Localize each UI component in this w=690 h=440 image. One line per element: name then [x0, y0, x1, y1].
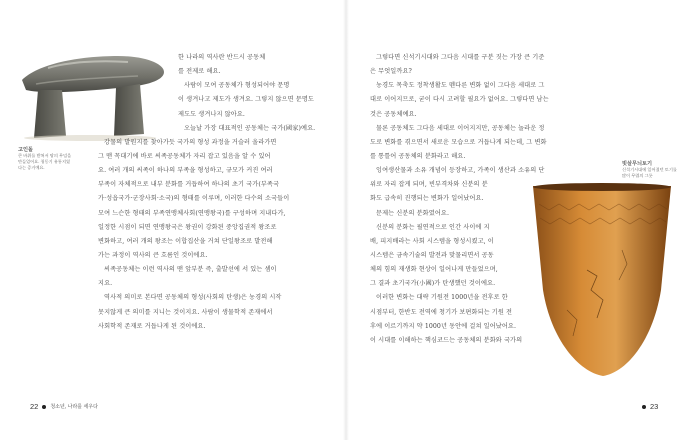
right-line-12: 문제는 신분의 분화였어요. [376, 209, 450, 217]
right-line-2: 은 무엇일까요? [370, 68, 412, 76]
right-line-8: 를 통틀어 공동체의 분화라고 해요. [370, 152, 466, 160]
right-line-18: 이러한 변화는 대략 기원전 1000년을 전후로 한 [376, 294, 508, 302]
right-line-17: 그 결과 초기국가(小國)가 탄생했던 것이에요. [370, 280, 496, 288]
left-line-1: 한 나라의 역사란 반드시 공동체 [178, 54, 266, 61]
footer-bullet-icon [642, 405, 646, 409]
right-line-3: 농경도 목축도 정착생활도 뗀다른 변화 없이 그다음 세대로 그 [376, 82, 545, 90]
right-line-6: 물론 공동체도 그다음 세대로 이어지지만, 공동체는 놀라운 정 [376, 124, 545, 132]
right-line-4: 대로 이어지므로, 굳이 다시 고려할 필요가 없어요. 그렇다면 남는 [370, 96, 549, 104]
left-line-7: 강물의 발원지를 찾아가듯 국가의 형성 과정을 거슬러 올라가면 [104, 138, 277, 146]
pottery-caption [622, 160, 688, 179]
right-line-14: 배, 피지배라는 사회 시스템을 형성시켰고, 이 [370, 237, 494, 245]
book-title: 청소년, 나라를 세우다 [50, 404, 98, 410]
dolmen-caption-text-2: 만들었어요. 청동기 유통지였 [18, 159, 71, 164]
right-line-11: 화도 급속히 진행되는 변화가 일어났어요. [370, 195, 484, 203]
left-line-20: 사회학적 존재로 거듭나게 된 것이에요. [98, 322, 206, 330]
right-line-10: 위로 자리 잡게 되며, 빈부격차와 신분의 분 [370, 181, 488, 189]
pottery-caption-text-2: 많이 무렵의 그릇 [622, 173, 653, 178]
left-line-11: 가·성읍국가·군장사회·소국)의 형태를 이루며, 이러한 다수의 소국들이 [98, 195, 290, 203]
left-page-number: 22 [30, 402, 39, 411]
right-line-19: 시점부터, 한반도 전역에 청기가 보편화되는 기원 전 [370, 308, 513, 316]
left-line-16: 씨족공동체는 이런 역사의 맨 앞부분 즉, 출발선에 서 있는 셈이 [104, 266, 277, 274]
left-line-13: 일정한 시점이 되면 연맹왕국은 왕권이 강화된 중앙집권적 왕조로 [98, 223, 277, 231]
right-line-13: 신분의 분화는 필연적으로 인간 사이에 지 [376, 223, 490, 231]
left-line-5: 제도도 생겨나지 않아요. [178, 110, 245, 118]
left-line-12: 모여 느슨한 형태의 부족연맹체사회(연맹왕국)를 구성하며 지내다가, [98, 209, 286, 217]
left-line-3: 사람이 모여 공동체가 형성되어야 문명 [184, 82, 290, 90]
left-line-2: 를 전제로 해요. [178, 68, 221, 76]
dolmen-caption-title: 고인돌 [18, 147, 34, 153]
left-page-body [98, 51, 332, 334]
right-page-number: 23 [650, 402, 659, 411]
right-line-16: 체의 힘의 재생화 현상이 일어나게 만들었으며, [370, 266, 498, 274]
pottery-caption-text-1: 신석기시대에 일어졌던 토기를 [622, 167, 677, 172]
left-line-17: 지요. [98, 280, 113, 288]
left-line-10: 부족이 자체적으로 내부 분화를 거듭하여 하나의 초기 국가(부족국 [98, 181, 280, 189]
right-footer [642, 402, 658, 411]
right-page-body [370, 51, 630, 348]
left-line-19: 못지않게 큰 의미를 지니는 것이지요. 사람이 생물학적 존재에서 [98, 308, 273, 316]
right-line-7: 도로 변화를 겪으면서 새로운 모습으로 거듭나게 되는데, 그 변화 [370, 138, 547, 146]
footer-bullet-icon [42, 405, 46, 409]
right-line-9: 잉여생산물과 소유 개념이 등장하고, 가족이 생산과 소유의 단 [376, 167, 545, 175]
left-footer [30, 402, 98, 411]
dolmen-caption-text-1: 큰 바위를 받쳐서 땅의 무덤을 [18, 153, 72, 158]
left-line-6: 오늘날 가장 대표적인 공동체는 국가(國家)예요. [184, 124, 316, 132]
right-line-21: 이 시대를 이해하는 핵심코드는 공동체의 분화와 국가의 [370, 336, 523, 344]
left-line-4: 이 생겨나고 제도가 생겨요. 그렇지 않으면 문명도 [178, 96, 315, 104]
pottery-caption-title: 빗살무늬토기 [622, 161, 653, 167]
right-line-1: 그렇다면 신석기시대와 그다음 시대를 구분 짓는 가장 큰 기준 [376, 54, 545, 61]
right-line-20: 후에 이르기까지 약 1000년 동안에 걸쳐 일어났어요. [370, 322, 517, 330]
left-line-14: 변화하고, 여러 개의 왕조는 이합집산을 거쳐 단일왕조로 발전해 [98, 237, 273, 245]
right-line-5: 것은 공동체예요. [370, 110, 417, 118]
left-line-15: 가는 과정이 역사의 큰 흐름인 것이에요. [98, 251, 208, 259]
right-line-15: 시스템은 금속기술의 발전과 맞물리면서 공동 [370, 251, 494, 259]
dolmen-caption [18, 146, 80, 171]
left-line-9: 요. 여러 개의 씨족이 하나의 부족을 형성하고, 규모가 커진 여러 [98, 167, 273, 175]
left-line-8: 그 맨 꼭대기에 바로 씨족공동체가 자리 잡고 있음을 알 수 있어 [98, 152, 271, 160]
left-line-18: 역사적 의미로 본다면 공동체의 형성(사회의 탄생)은 농경의 시작 [104, 294, 282, 302]
dolmen-caption-text-3: 다는 증거예요. [18, 165, 45, 170]
book-gutter [343, 0, 349, 440]
